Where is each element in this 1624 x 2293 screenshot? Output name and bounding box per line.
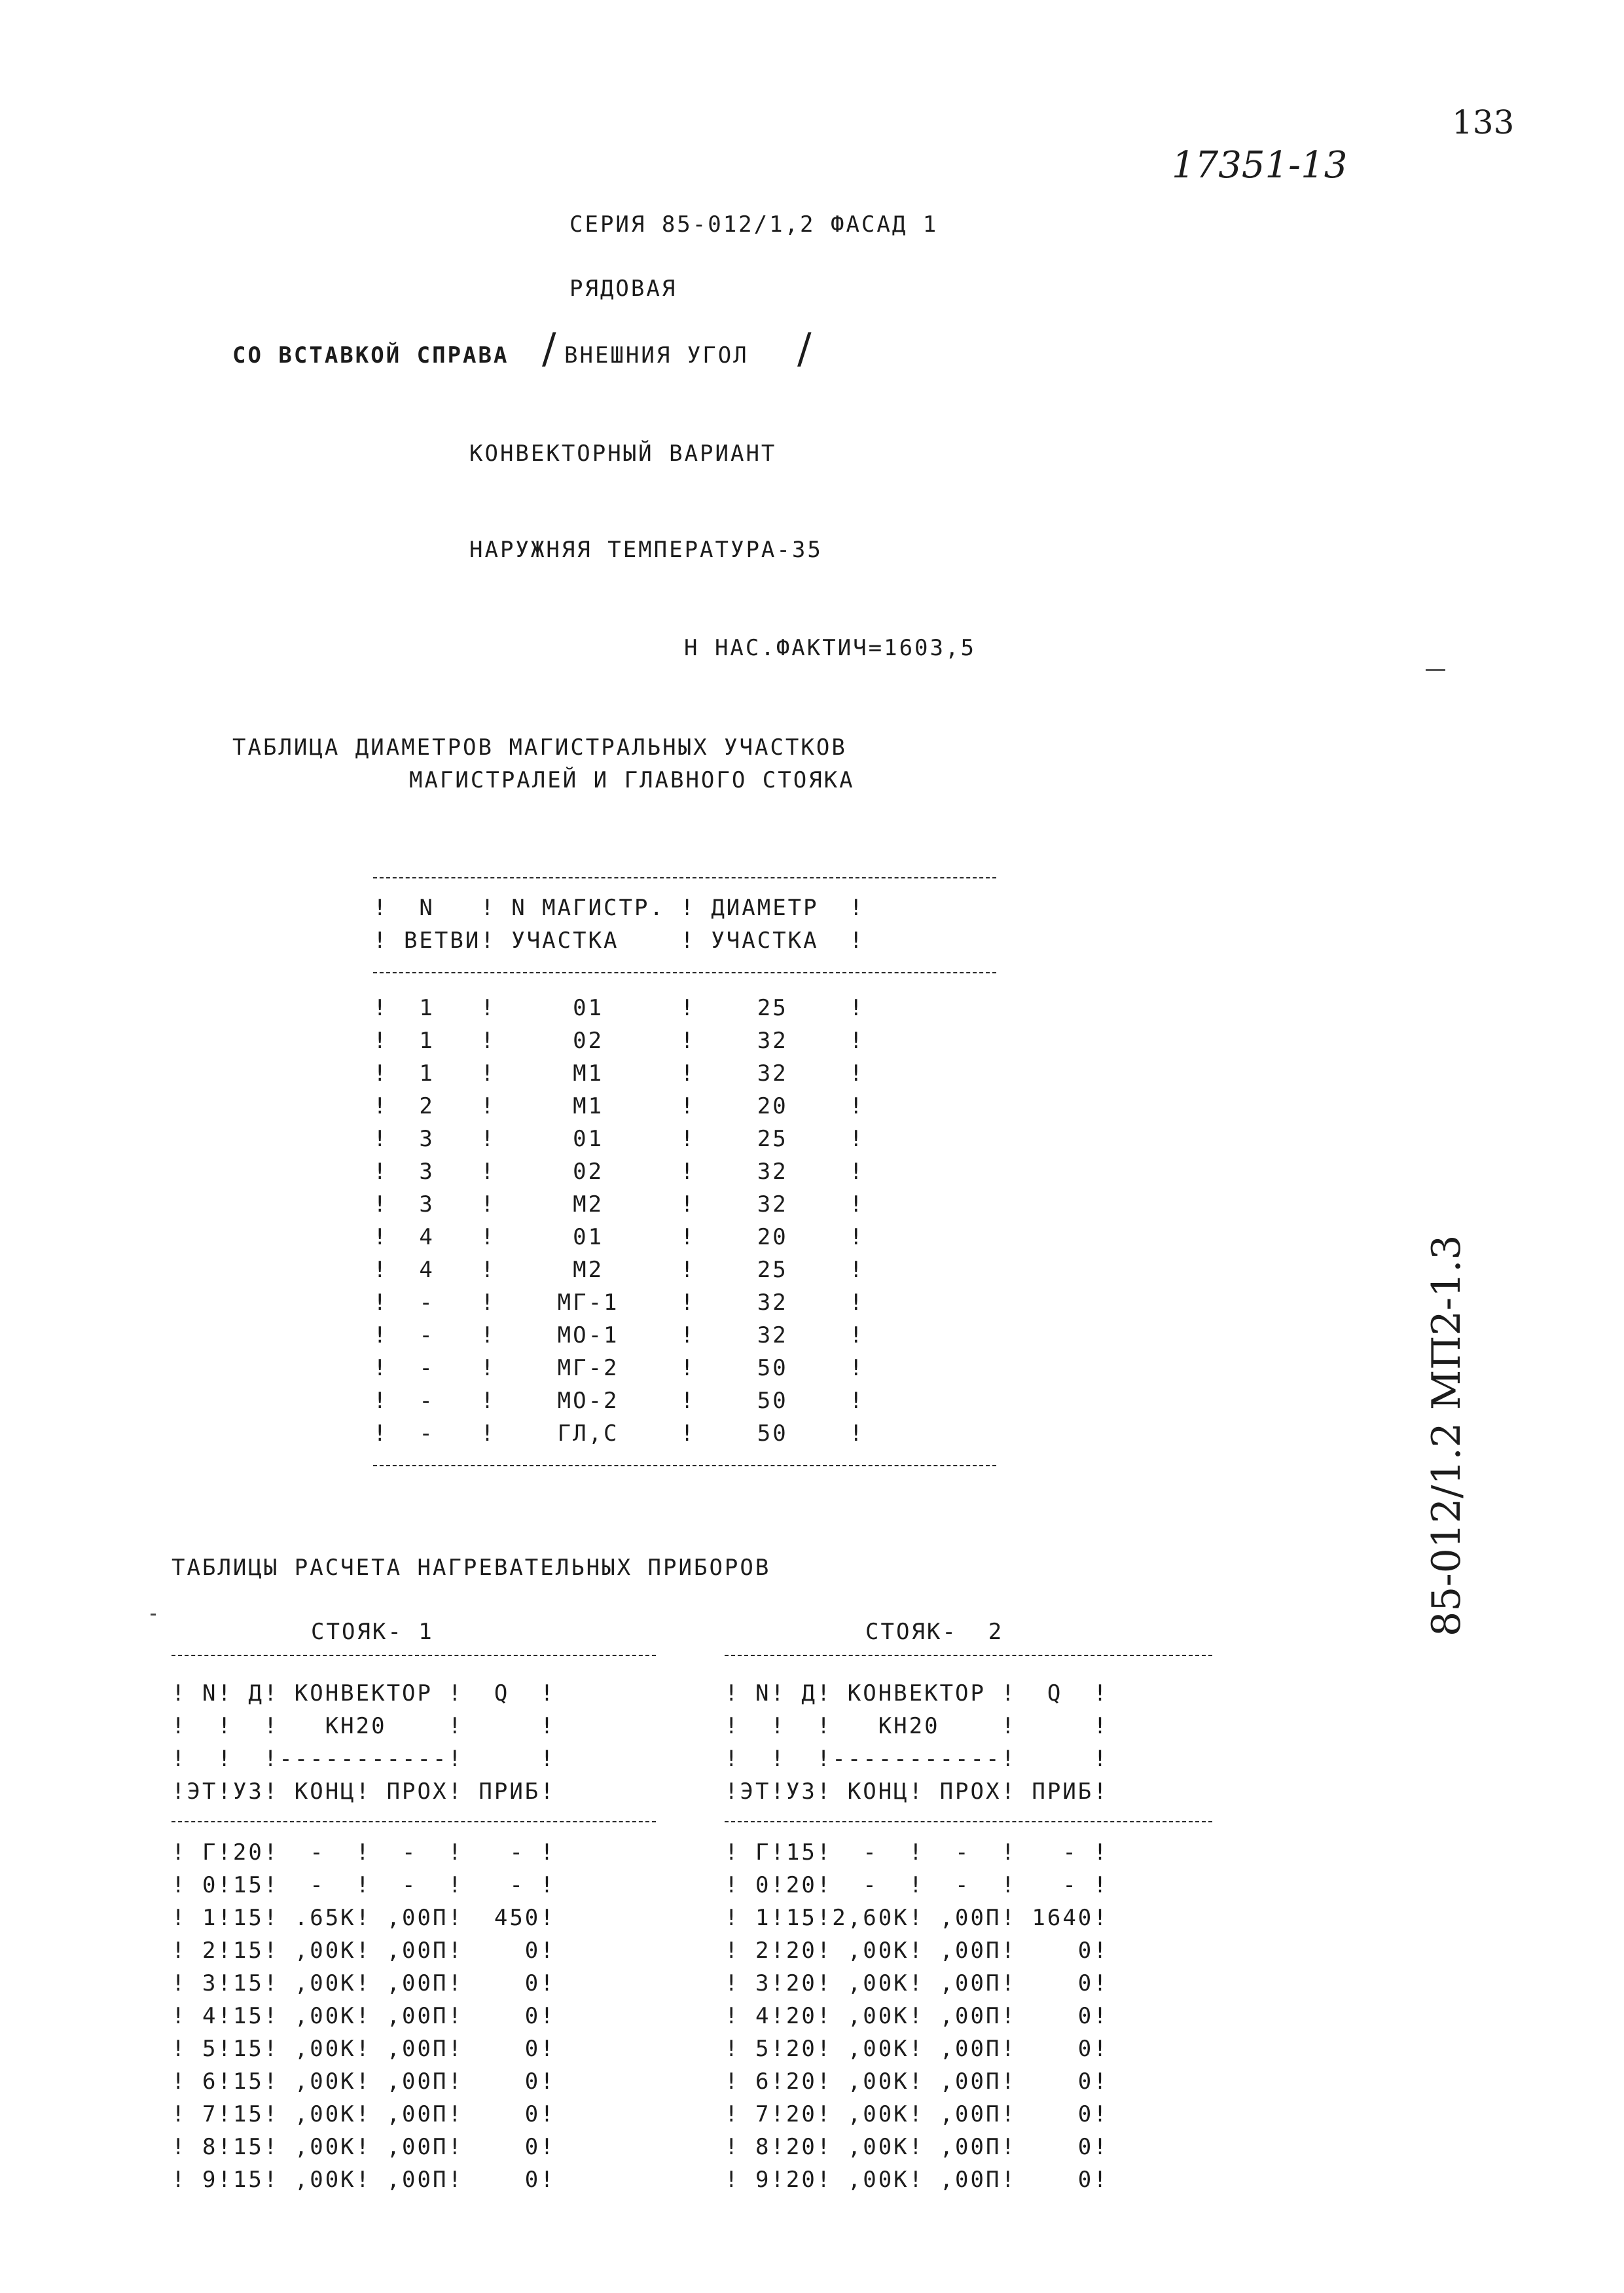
document-code: 17351-13 xyxy=(1172,144,1348,187)
table-row: ! 6!15! ,00К! ,00П! 0! xyxy=(171,2068,556,2095)
table-row: ! - ! МО-1 ! 32 ! xyxy=(373,1322,865,1348)
table-row: ! - ! МГ-1 ! 32 ! xyxy=(373,1290,865,1316)
row-type-line: РЯДОВАЯ xyxy=(569,276,677,302)
table-row: ! 4 ! 01 ! 20 ! xyxy=(373,1224,865,1250)
diameter-table-title-line1: ТАБЛИЦА ДИАМЕТРОВ МАГИСТРАЛЬНЫХ УЧАСТКОВ xyxy=(232,734,847,761)
diameter-table-title-line2: МАГИСТРАЛЕЙ И ГЛАВНОГО СТОЯКА xyxy=(409,767,855,793)
table-row: ! 0!15! - ! - ! - ! xyxy=(171,1872,556,1898)
table-row: ! 4!15! ,00К! ,00П! 0! xyxy=(171,2003,556,2029)
insert-right-text: ВНЕШНИЯ УГОЛ xyxy=(564,342,749,369)
slash-close: / xyxy=(797,325,812,373)
table-row: ! 7!20! ,00К! ,00П! 0! xyxy=(725,2101,1109,2127)
series-line: СЕРИЯ 85-012/1,2 ФАСАД 1 xyxy=(569,211,939,238)
riser-1-header-rule xyxy=(171,1821,656,1822)
variant-line: КОНВЕКТОРНЫЙ ВАРИАНТ xyxy=(469,441,777,467)
edge-mark xyxy=(1426,669,1445,671)
table-row: ! Г!20! - ! - ! - ! xyxy=(171,1839,556,1866)
table-row: ! 1 ! 01 ! 25 ! xyxy=(373,995,865,1021)
diameter-table-header xyxy=(373,892,865,957)
riser-1-header-line: ! N! Д! КОНВЕКТОР ! Q ! xyxy=(171,1680,556,1706)
table-row: ! 2!20! ,00К! ,00П! 0! xyxy=(725,1938,1109,1964)
table-row: ! Г!15! - ! - ! - ! xyxy=(725,1839,1109,1866)
table-row: ! 4 ! М2 ! 25 ! xyxy=(373,1257,865,1283)
table-row: ! 6!20! ,00К! ,00П! 0! xyxy=(725,2068,1109,2095)
riser-1-header xyxy=(171,1677,556,1808)
table-row: ! 1 ! М1 ! 32 ! xyxy=(373,1060,865,1087)
riser-2-header xyxy=(725,1677,1109,1808)
table-row: ! 1!15! .65К! ,00П! 450! xyxy=(171,1905,556,1931)
table-row: ! 4!20! ,00К! ,00П! 0! xyxy=(725,2003,1109,2029)
side-code: 85-012/1.2 МП2-1.3 xyxy=(1424,1235,1470,1636)
insert-left-text: СО ВСТАВКОЙ СПРАВА xyxy=(232,342,509,369)
table-row: ! - ! ГЛ,С ! 50 ! xyxy=(373,1420,865,1447)
table-row: ! 3 ! М2 ! 32 ! xyxy=(373,1191,865,1218)
riser-2-top-rule xyxy=(725,1655,1212,1656)
margin-mark xyxy=(151,1614,156,1616)
diameter-table-header-rule xyxy=(373,972,996,973)
table-row: ! 0!20! - ! - ! - ! xyxy=(725,1872,1109,1898)
table-row: ! 1 ! 02 ! 32 ! xyxy=(373,1028,865,1054)
riser-2-label: СТОЯК- 2 xyxy=(865,1619,1004,1645)
outdoor-temperature-line: НАРУЖНЯЯ ТЕМПЕРАТУРА-35 xyxy=(469,537,823,563)
diameter-table-top-rule xyxy=(373,877,996,878)
table-row: ! 7!15! ,00К! ,00П! 0! xyxy=(171,2101,556,2127)
table-row: ! 9!20! ,00К! ,00П! 0! xyxy=(725,2167,1109,2193)
table-row: ! 3!20! ,00К! ,00П! 0! xyxy=(725,1970,1109,1996)
pressure-line: Н НАС.ФАКТИЧ=1603,5 xyxy=(684,635,976,661)
riser-1-label: СТОЯК- 1 xyxy=(311,1619,434,1645)
sheet-number: 133 xyxy=(1452,103,1515,141)
table-row: ! - ! МО-2 ! 50 ! xyxy=(373,1388,865,1414)
table-row: ! 5!15! ,00К! ,00П! 0! xyxy=(171,2036,556,2062)
diameter-header-line: ! N ! N МАГИСТР. ! ДИАМЕТР ! xyxy=(373,895,865,921)
riser-1-header-line: ! ! !-----------! ! xyxy=(171,1746,556,1772)
riser-2-header-line: ! ! ! КН20 ! ! xyxy=(725,1713,1109,1739)
table-row: ! 3!15! ,00К! ,00П! 0! xyxy=(171,1970,556,1996)
table-row: ! 1!15!2,60К! ,00П! 1640! xyxy=(725,1905,1109,1931)
riser-2-header-line: !ЭТ!УЗ! КОНЦ! ПРОХ! ПРИБ! xyxy=(725,1778,1109,1805)
slash-open: / xyxy=(542,325,556,373)
diameter-table-body xyxy=(373,992,865,1450)
table-row: ! 3 ! 02 ! 32 ! xyxy=(373,1159,865,1185)
riser-1-header-line: ! ! ! КН20 ! ! xyxy=(171,1713,556,1739)
table-row: ! 9!15! ,00К! ,00П! 0! xyxy=(171,2167,556,2193)
riser-2-header-line: ! N! Д! КОНВЕКТОР ! Q ! xyxy=(725,1680,1109,1706)
table-row: ! 2!15! ,00К! ,00П! 0! xyxy=(171,1938,556,1964)
table-row: ! 5!20! ,00К! ,00П! 0! xyxy=(725,2036,1109,2062)
riser-2-body xyxy=(725,1836,1109,2196)
table-row: ! 8!20! ,00К! ,00П! 0! xyxy=(725,2134,1109,2160)
table-row: ! 3 ! 01 ! 25 ! xyxy=(373,1126,865,1152)
table-row: ! - ! МГ-2 ! 50 ! xyxy=(373,1355,865,1381)
diameter-header-line: ! ВЕТВИ! УЧАСТКА ! УЧАСТКА ! xyxy=(373,928,865,954)
riser-1-top-rule xyxy=(171,1655,656,1656)
riser-2-header-rule xyxy=(725,1821,1212,1822)
riser-1-body xyxy=(171,1836,556,2196)
riser-1-header-line: !ЭТ!УЗ! КОНЦ! ПРОХ! ПРИБ! xyxy=(171,1778,556,1805)
table-row: ! 8!15! ,00К! ,00П! 0! xyxy=(171,2134,556,2160)
device-tables-title: ТАБЛИЦЫ РАСЧЕТА НАГРЕВАТЕЛЬНЫХ ПРИБОРОВ xyxy=(171,1555,771,1581)
diameter-table-bottom-rule xyxy=(373,1465,996,1466)
riser-2-header-line: ! ! !-----------! ! xyxy=(725,1746,1109,1772)
table-row: ! 2 ! М1 ! 20 ! xyxy=(373,1093,865,1119)
